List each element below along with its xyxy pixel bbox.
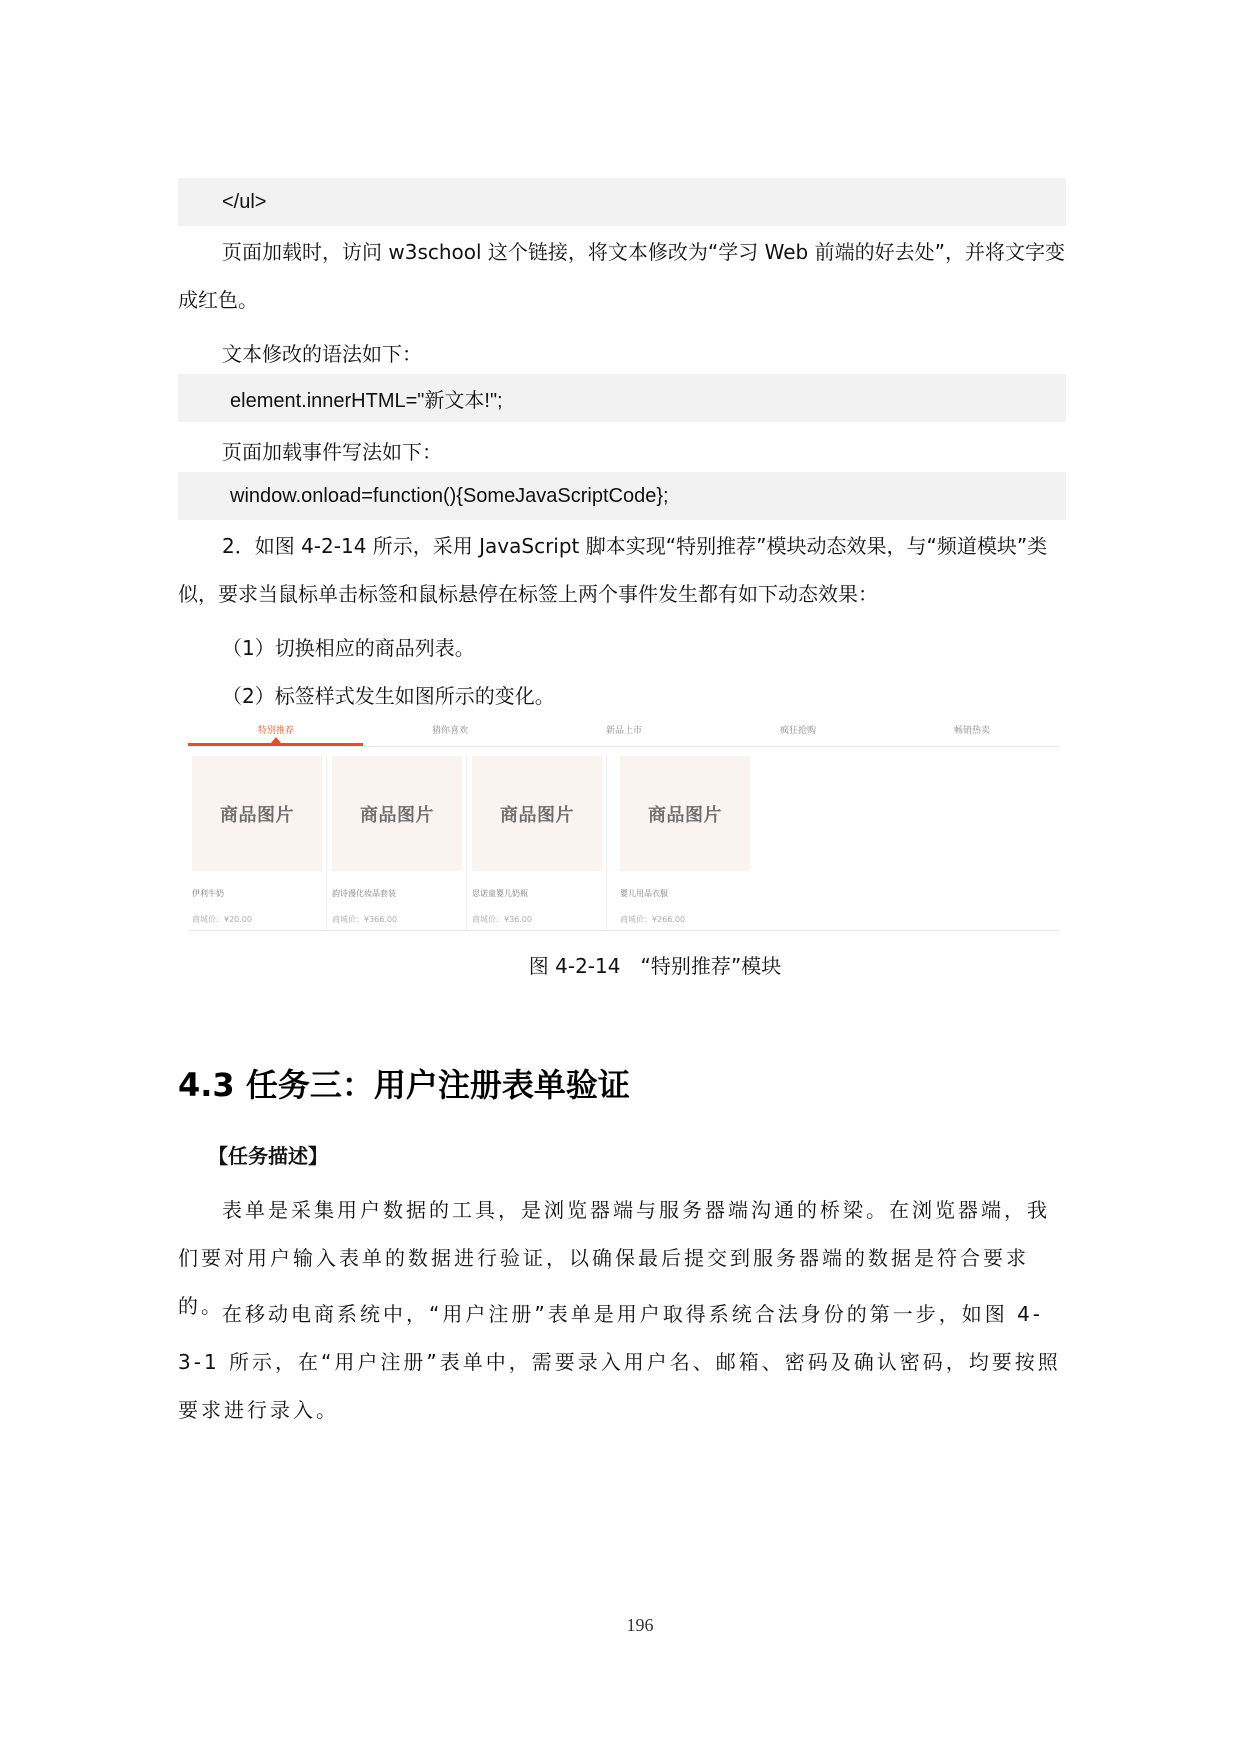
product-name: 伊利牛奶 [192,889,224,898]
product-price: 商城价：¥20.00 [192,915,252,924]
paragraph-description-1: 表单是采集用户数据的工具，是浏览器端与服务器端沟通的桥梁。在浏览器端，我们要对用户输入表单的数据进行验证，以确保最后提交到服务器端的数据是符合要求的。 [178,1198,1050,1318]
product-image: 商品图片 [332,756,462,871]
figure-tab-bar [188,716,1060,747]
figure-special-recommend [188,716,1060,931]
code-ul-close [178,178,1066,226]
product-image: 商品图片 [620,756,750,871]
tab-guess-you-like[interactable]: 猜你喜欢 [431,726,468,736]
list-item-1: （1）切换相应的商品列表。 [222,636,475,660]
section-title: 4.3 任务三：用户注册表单验证 [178,1066,630,1104]
code-text: element.innerHTML="新文本!"; [230,389,503,412]
paragraph-task2: 2．如图 4-2-14 所示，采用 JavaScript 脚本实现“特别推荐”模块动态效果，与“频道模块”类似，要求当鼠标单击标签和鼠标悬停在标签上两个事件发生都有如下动态效果： [178,534,1048,606]
label-text-syntax: 文本修改的语法如下： [222,342,422,366]
product-price: 商城价：¥366.00 [332,915,398,924]
product-name: 婴儿用品衣服 [620,889,668,898]
code-text: window.onload=function(){SomeJavaScriptCode}; [230,484,669,507]
product-card[interactable] [328,756,467,931]
product-image: 商品图片 [472,756,602,871]
page-number: 196 [626,1615,654,1635]
product-price: 商城价：¥266.00 [620,915,686,924]
product-image: 商品图片 [192,756,322,871]
figure-bottom-border [188,930,1060,931]
product-price: 商城价：¥36.00 [472,915,532,924]
tab-new-arrivals[interactable]: 新品上市 [605,726,642,736]
product-card[interactable] [468,756,607,931]
active-tab-underline [188,743,363,746]
tab-special-recommend[interactable]: 特别推荐 [257,726,294,736]
subhead-task-description: 【任务描述】 [208,1144,328,1168]
product-name: 韵诗漫化妆品套装 [332,889,396,898]
product-name: 思诺童婴儿奶瓶 [472,889,528,898]
code-onload [178,472,1066,520]
label-onload-syntax: 页面加载事件写法如下： [222,440,442,464]
product-card[interactable] [188,756,327,931]
product-card[interactable] [608,756,746,931]
code-text: </ul> [222,190,267,213]
code-innerhtml [178,374,1066,422]
tab-crazy-sale[interactable]: 疯狂抢购 [779,726,816,736]
paragraph-description-2: 在移动电商系统中，“用户注册”表单是用户取得系统合法身份的第一步，如图 4-3-1 所示，在“用户注册”表单中，需要录入用户名、邮箱、密码及确认密码，均要按照要求进行录入。 [178,1302,1061,1422]
figure-caption: 图 4-2-14 “特别推荐”模块 [528,954,782,978]
tab-best-sellers[interactable]: 畅销热卖 [953,726,990,736]
paragraph-onload-task: 页面加载时，访问 w3school 这个链接，将文本修改为“学习 Web 前端的好去处”，并将文字变成红色。 [178,240,1065,312]
list-item-2: （2）标签样式发生如图所示的变化。 [222,684,555,708]
